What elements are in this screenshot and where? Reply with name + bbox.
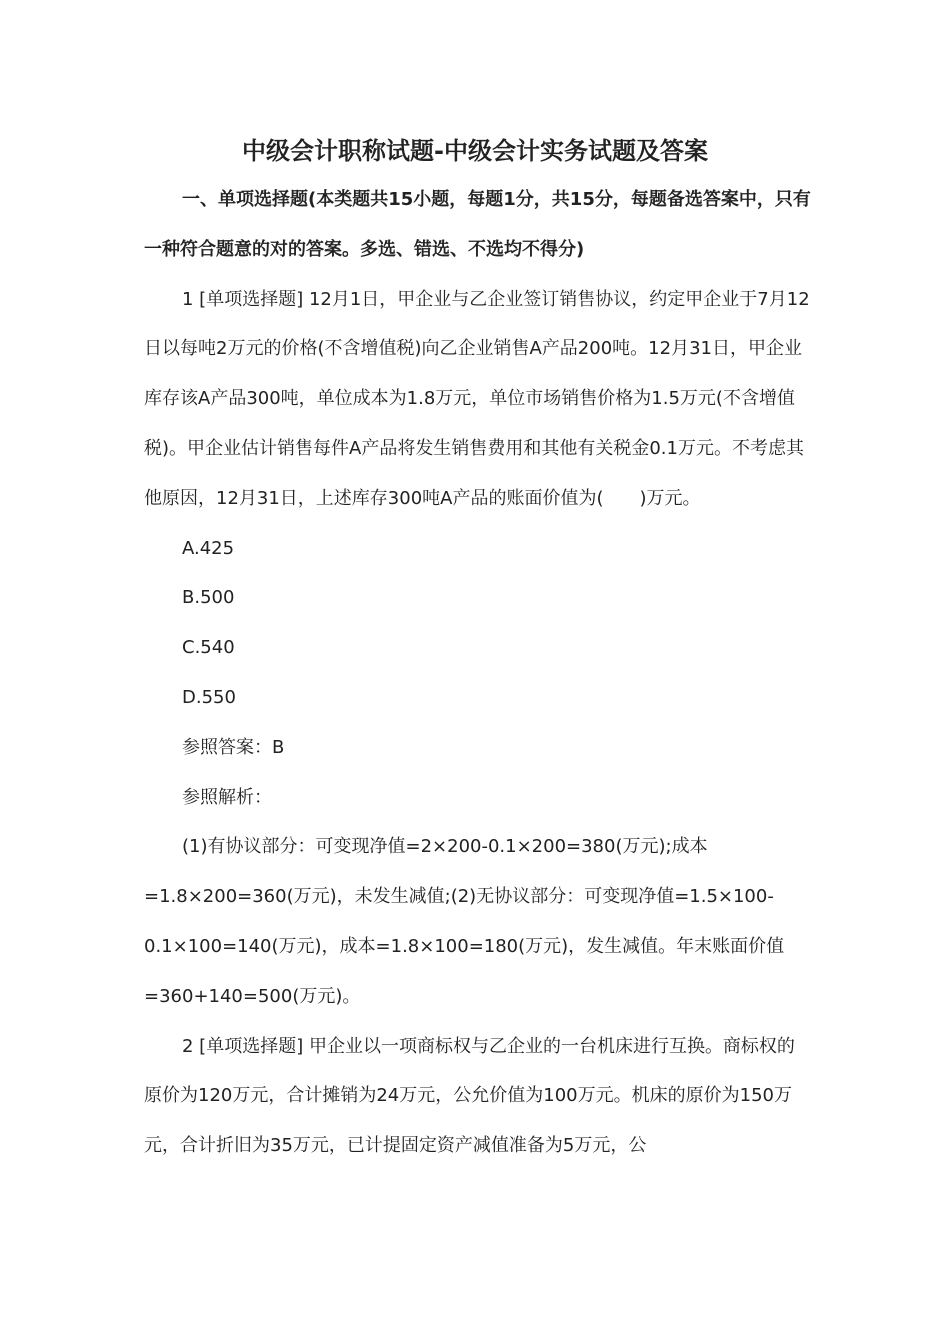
question-1-analysis-label: 参照解析： (182, 786, 272, 808)
document-body (144, 175, 812, 1171)
question-1-option-b: B.500 (182, 587, 235, 609)
section-heading: 一、单项选择题(本类题共15小题，每题1分，共15分，每题备选答案中，只有一种符合题意的对的答案。多选、错选、不选均不得分) (144, 189, 811, 260)
question-2-stem: 2 [单项选择题] 甲企业以一项商标权与乙企业的一台机床进行互换。商标权的原价为120万元，合计摊销为24万元，公允价值为100万元。机床的原价为150万元，合计折旧为35万元，已计提固定资产减值准备为5万元，公 (144, 1035, 795, 1157)
question-1-answer: 参照答案：B (182, 736, 285, 758)
question-1-stem: 1 [单项选择题] 12月1日，甲企业与乙企业签订销售协议，约定甲企业于7月12日以每吨2万元的价格(不含增值税)向乙企业销售A产品200吨。12月31日，甲企业库存该A产品300吨，单位成本为1.8万元，单位市场销售价格为1.5万元(不含增值税)。甲企业估计销售每件A产品将发生销售费用和其他有关税金0.1万元。不考虑其他原因，12月31日，上述库存300吨A产品的账面价值为( )万元。 (144, 288, 810, 509)
question-1-analysis: (1)有协议部分：可变现净值=2×200-0.1×200=380(万元);成本=1.8×200=360(万元)，未发生减值;(2)无协议部分：可变现净值=1.5×100-0.1×100=140(万元)，成本=1.8×100=180(万元)，发生减值。年末账面价值=360+140=500(万元)。 (144, 836, 785, 1007)
document-title: 中级会计职称试题-中级会计实务试题及答案 (242, 137, 708, 165)
question-1-option-c: C.540 (182, 637, 235, 659)
question-1-option-d: D.550 (182, 686, 236, 708)
question-1-option-a: A.425 (182, 537, 235, 559)
